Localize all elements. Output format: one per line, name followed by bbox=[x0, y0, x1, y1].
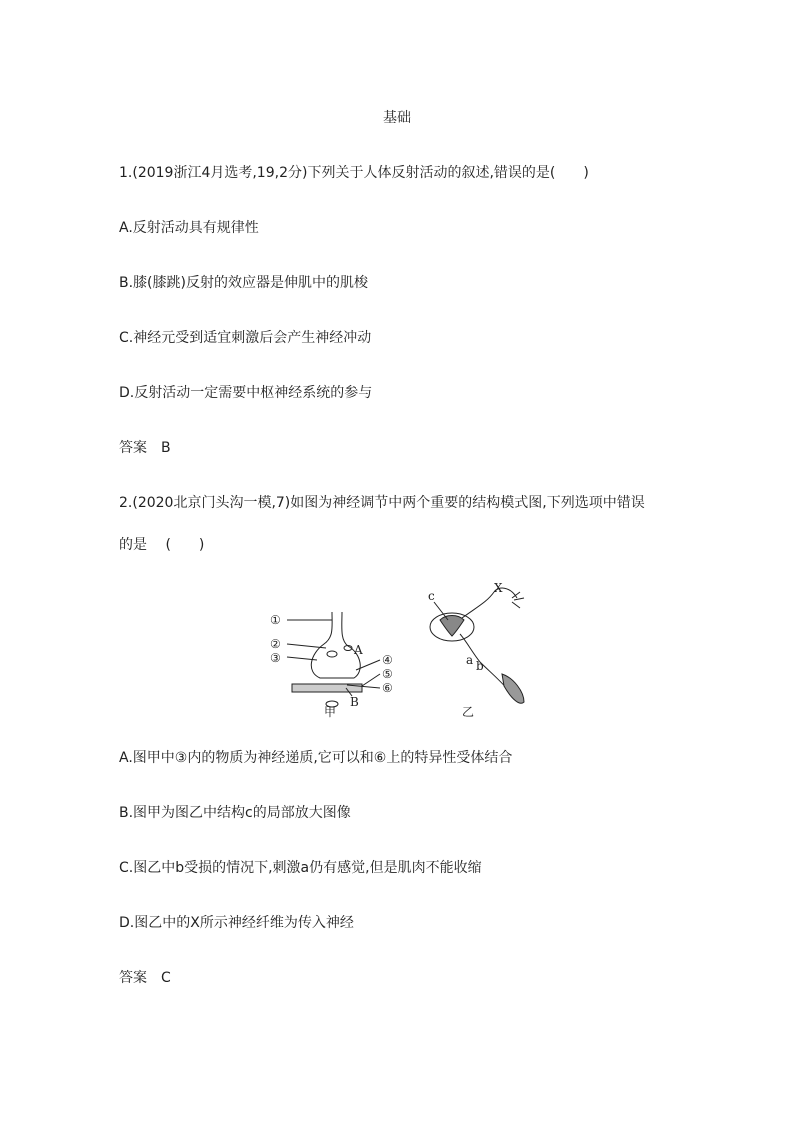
label-2: ② bbox=[270, 637, 281, 651]
label-c: c bbox=[428, 589, 435, 603]
question-2-option-d: D.图乙中的X所示神经纤维为传入神经 bbox=[119, 915, 354, 931]
label-6: ⑥ bbox=[382, 681, 393, 695]
question-2-stem-line-2: 的是 ( ) bbox=[119, 537, 205, 553]
question-2-option-a: A.图甲中③内的物质为神经递质,它可以和⑥上的特异性受体结合 bbox=[119, 750, 513, 766]
question-1-option-a: A.反射活动具有规律性 bbox=[119, 220, 259, 236]
label-5: ⑤ bbox=[382, 667, 393, 681]
question-1-stem: 1.(2019浙江4月选考,19,2分)下列关于人体反射活动的叙述,错误的是( ) bbox=[119, 165, 589, 181]
section-heading: 基础 bbox=[383, 110, 411, 126]
question-2-option-c: C.图乙中b受损的情况下,刺激a仍有感觉,但是肌肉不能收缩 bbox=[119, 860, 482, 876]
question-2-figure bbox=[262, 582, 542, 722]
question-1-option-d: D.反射活动一定需要中枢神经系统的参与 bbox=[119, 385, 373, 401]
question-1-answer: 答案 B bbox=[119, 440, 171, 456]
afferent-fiber bbox=[462, 588, 517, 618]
gray-matter bbox=[440, 616, 464, 637]
label-b: b bbox=[476, 659, 484, 673]
figure-yi-caption: 乙 bbox=[462, 705, 475, 719]
receptor bbox=[512, 592, 524, 608]
mitochondrion bbox=[327, 651, 337, 657]
label-X: X bbox=[494, 582, 503, 595]
label-1: ① bbox=[270, 613, 281, 627]
label-3: ③ bbox=[270, 651, 281, 665]
label-A: A bbox=[354, 643, 363, 657]
question-2-answer: 答案 C bbox=[119, 970, 171, 986]
question-2-option-b: B.图甲为图乙中结构c的局部放大图像 bbox=[119, 805, 351, 821]
figure-jia-caption: 甲 bbox=[324, 705, 337, 719]
question-1-option-c: C.神经元受到适宜刺激后会产生神经冲动 bbox=[119, 330, 372, 346]
question-1-option-b: B.膝(膝跳)反射的效应器是伸肌中的肌梭 bbox=[119, 275, 368, 291]
neural-structure-diagram bbox=[262, 582, 542, 722]
label-B: B bbox=[350, 695, 359, 709]
question-2-stem-line-1: 2.(2020北京门头沟一模,7)如图为神经调节中两个重要的结构模式图,下列选项中错误 bbox=[119, 495, 645, 511]
label-a: a bbox=[466, 653, 474, 667]
label-4: ④ bbox=[382, 653, 393, 667]
presynaptic-terminal bbox=[311, 612, 360, 678]
effector-muscle bbox=[502, 674, 524, 703]
